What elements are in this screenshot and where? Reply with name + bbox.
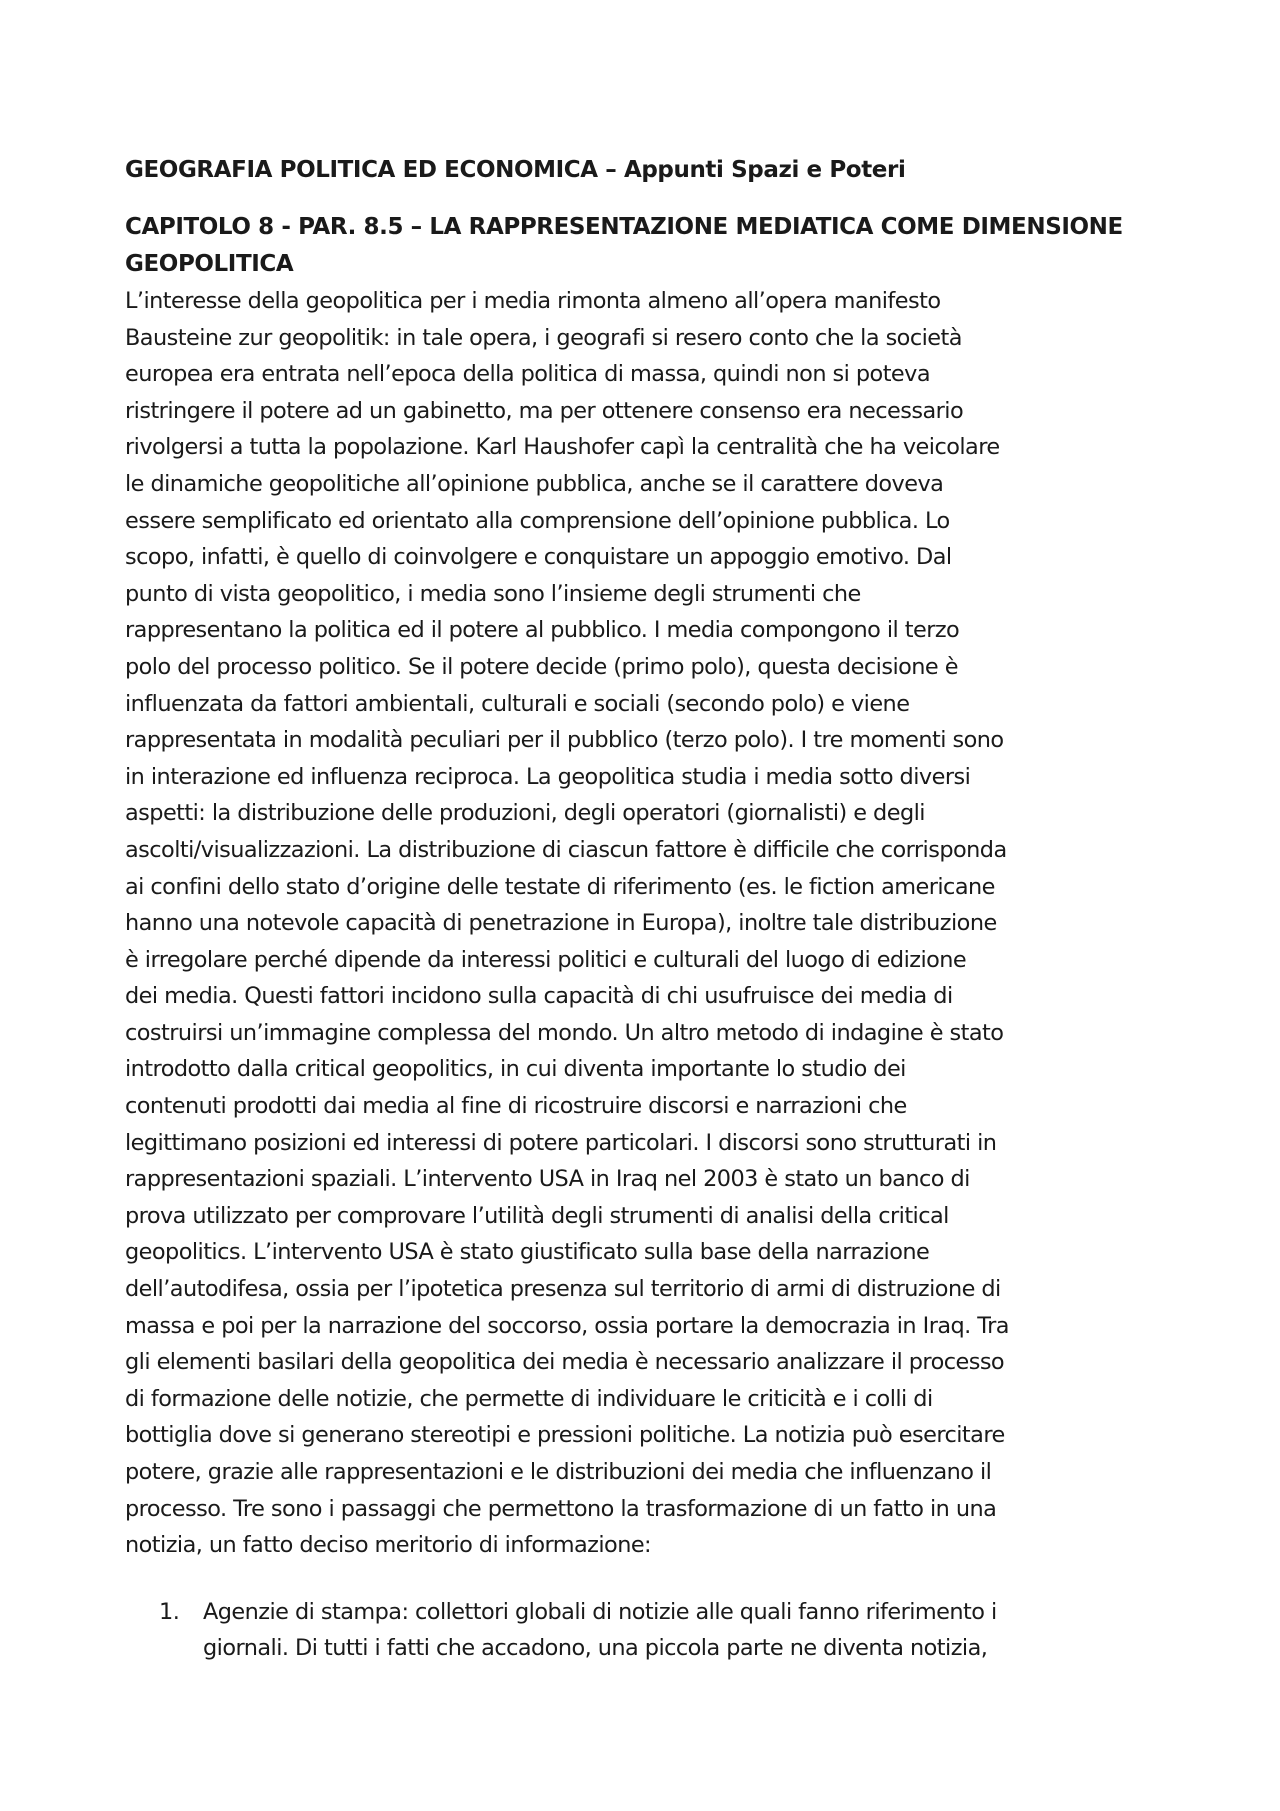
document-title: GEOGRAFIA POLITICA ED ECONOMICA – Appunti Spazi e Poteri — [125, 157, 906, 183]
body-text-line: rivolgersi a tutta la popolazione. Karl Haushofer capì la centralità che ha veicolare — [125, 434, 1000, 461]
body-text-line: introdotto dalla critical geopolitics, in cui diventa importante lo studio dei — [125, 1056, 906, 1083]
body-text-line: polo del processo politico. Se il potere decide (primo polo), questa decisione è — [125, 653, 958, 680]
body-text-line: processo. Tre sono i passaggi che permettono la trasformazione di un fatto in una — [125, 1495, 997, 1522]
body-text-line: le dinamiche geopolitiche all’opinione pubblica, anche se il carattere doveva — [125, 470, 944, 497]
body-text-line: ristringere il potere ad un gabinetto, ma per ottenere consenso era necessario — [125, 397, 964, 424]
body-paragraph — [125, 283, 1165, 1564]
document-content — [125, 152, 1165, 1667]
body-text-line: ai confini dello stato d’origine delle testate di riferimento (es. le fiction americane — [125, 873, 995, 900]
body-text-line: prova utilizzato per comprovare l’utilità degli strumenti di analisi della critical — [125, 1202, 949, 1229]
body-text-line: legittimano posizioni ed interessi di potere particolari. I discorsi sono strutturati in — [125, 1129, 997, 1156]
body-text-line: ascolti/visualizzazioni. La distribuzione di ciascun fattore è difficile che corrisponda — [125, 836, 1007, 863]
body-text-line: massa e poi per la narrazione del soccorso, ossia portare la democrazia in Iraq. Tra — [125, 1312, 1009, 1339]
numbered-list — [125, 1594, 1165, 1667]
body-text-line: rappresentano la politica ed il potere al pubblico. I media compongono il terzo — [125, 617, 960, 644]
body-text-line: rappresentata in modalità peculiari per il pubblico (terzo polo). I tre momenti sono — [125, 727, 1004, 754]
body-text-line: scopo, infatti, è quello di coinvolgere e conquistare un appoggio emotivo. Dal — [125, 544, 952, 571]
section-heading — [125, 209, 1165, 283]
body-text-line: L’interesse della geopolitica per i media rimonta almeno all’opera manifesto — [125, 288, 941, 314]
list-item-line: Agenzie di stampa: collettori globali di notizie alle quali fanno riferimento i — [203, 1598, 997, 1625]
body-text-line: in interazione ed influenza reciproca. La geopolitica studia i media sotto diversi — [125, 763, 971, 790]
list-item — [125, 1594, 1165, 1667]
list-item-line: giornali. Di tutti i fatti che accadono, una piccola parte ne diventa notizia, — [203, 1635, 988, 1662]
body-text-line: aspetti: la distribuzione delle produzioni, degli operatori (giornalisti) e degli — [125, 800, 925, 827]
body-text-line: punto di vista geopolitico, i media sono l’insieme degli strumenti che — [125, 580, 861, 607]
body-text-line: essere semplificato ed orientato alla comprensione dell’opinione pubblica. Lo — [125, 507, 950, 534]
body-text-line: contenuti prodotti dai media al fine di ricostruire discorsi e narrazioni che — [125, 1093, 907, 1120]
list-item-number: 1. — [159, 1598, 180, 1625]
section-heading-line: CAPITOLO 8 - PAR. 8.5 – LA RAPPRESENTAZIONE MEDIATICA COME DIMENSIONE — [125, 214, 1123, 240]
body-text-line: dell’autodifesa, ossia per l’ipotetica presenza sul territorio di armi di distruzione di — [125, 1276, 1001, 1303]
body-text-line: europea era entrata nell’epoca della politica di massa, quindi non si poteva — [125, 361, 931, 388]
body-text-line: hanno una notevole capacità di penetrazione in Europa), inoltre tale distribuzione — [125, 910, 997, 937]
body-text-line: costruirsi un’immagine complessa del mondo. Un altro metodo di indagine è stato — [125, 1019, 1004, 1046]
body-text-line: notizia, un fatto deciso meritorio di informazione: — [125, 1532, 652, 1559]
body-text-line: di formazione delle notizie, che permette di individuare le criticità e i colli di — [125, 1385, 933, 1412]
body-text-line: rappresentazioni spaziali. L’intervento USA in Iraq nel 2003 è stato un banco di — [125, 1166, 970, 1193]
body-text-line: geopolitics. L’intervento USA è stato giustificato sulla base della narrazione — [125, 1239, 930, 1266]
body-text-line: Bausteine zur geopolitik: in tale opera, i geografi si resero conto che la società — [125, 324, 962, 351]
body-text-line: è irregolare perché dipende da interessi politici e culturali del luogo di edizione — [125, 946, 967, 973]
section-heading-line: GEOPOLITICA — [125, 251, 294, 277]
body-text-line: bottiglia dove si generano stereotipi e pressioni politiche. La notizia può esercitare — [125, 1422, 1005, 1449]
body-text-line: influenzata da fattori ambientali, culturali e sociali (secondo polo) e viene — [125, 690, 910, 717]
body-text-line: potere, grazie alle rappresentazioni e le distribuzioni dei media che influenzano il — [125, 1459, 992, 1485]
body-text-line: gli elementi basilari della geopolitica dei media è necessario analizzare il processo — [125, 1349, 1005, 1376]
body-text-line: dei media. Questi fattori incidono sulla capacità di chi usufruisce dei media di — [125, 983, 953, 1010]
